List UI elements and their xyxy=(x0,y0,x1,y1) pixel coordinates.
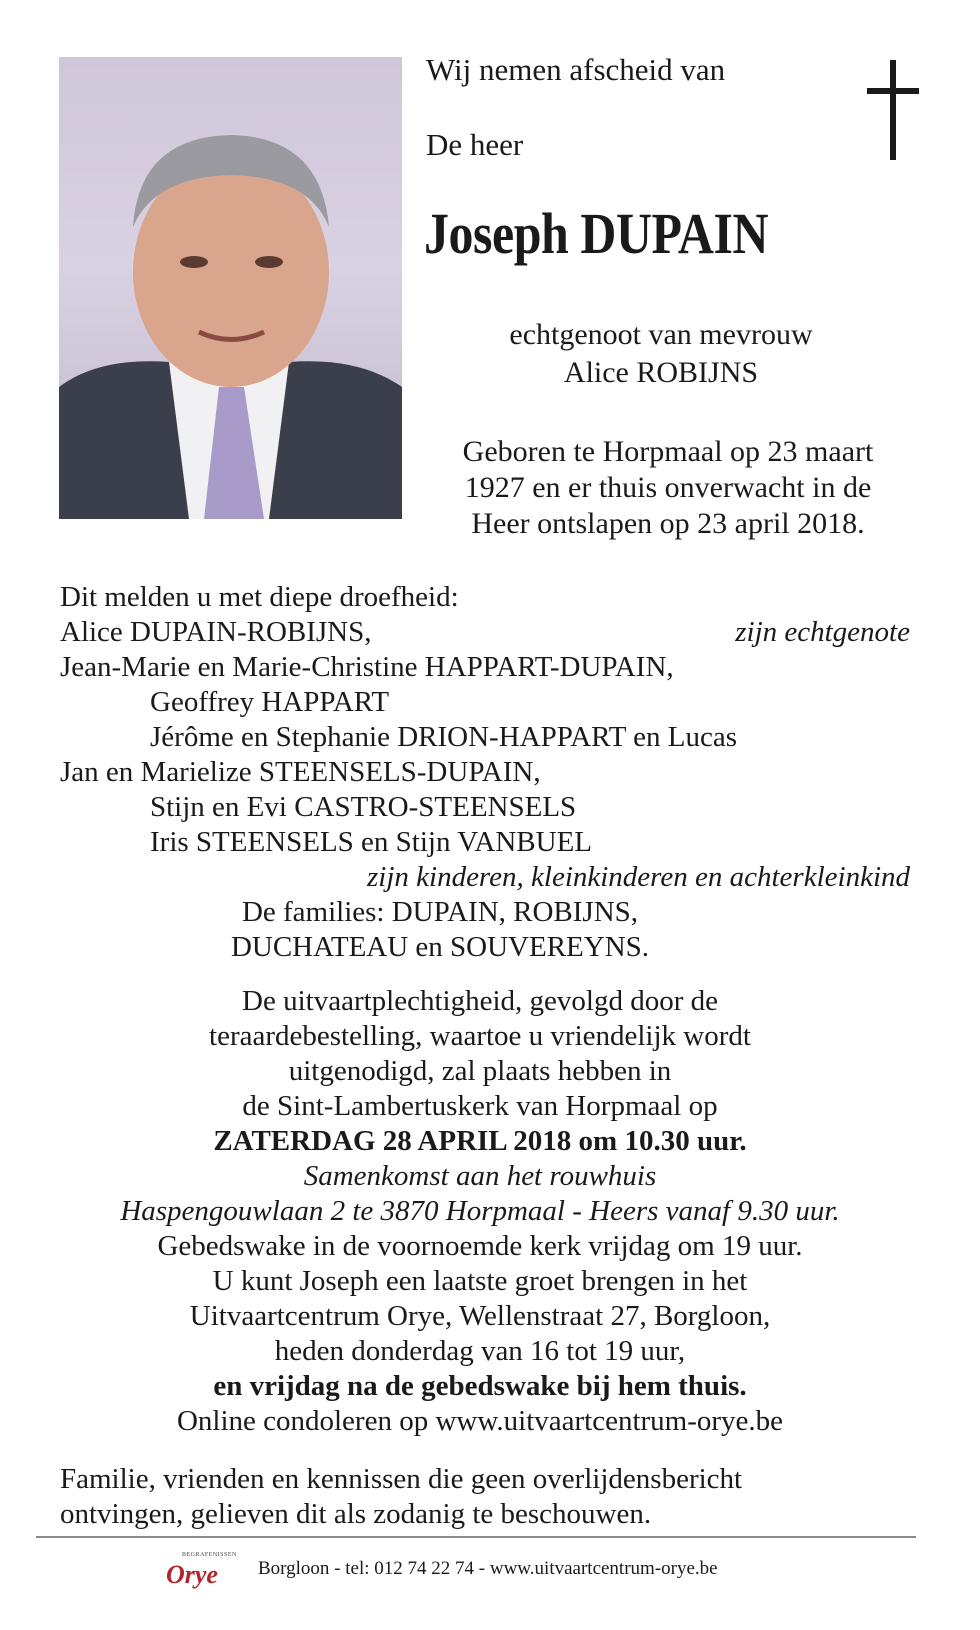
cross-icon xyxy=(863,60,923,160)
family-member: Iris STEENSELS en Stijn VANBUEL xyxy=(150,826,593,858)
funeral-details xyxy=(60,984,900,1439)
closing-line: Familie, vrienden en kennissen die geen overlijdensbericht xyxy=(60,1463,743,1495)
gathering-address: Haspengouwlaan 2 te 3870 Horpmaal - Heers vanaf 9.30 uur. xyxy=(120,1195,840,1227)
spouse-line: echtgenoot van mevrouw xyxy=(509,318,813,351)
salutation: De heer xyxy=(426,127,524,162)
family-announcement xyxy=(60,580,920,965)
family-spouse-role: zijn echtgenote xyxy=(735,616,910,648)
orye-logo xyxy=(160,1552,240,1592)
footer-divider xyxy=(36,1536,916,1538)
logo-tagline: BEGRAFENISSEN xyxy=(182,1552,237,1558)
portrait-photo xyxy=(59,57,402,519)
family-member: Jan en Marielize STEENSELS-DUPAIN, xyxy=(60,756,541,788)
visit-line: U kunt Joseph een laatste groet brengen in het xyxy=(212,1265,748,1297)
family-member: Jean-Marie en Marie-Christine HAPPART-DUPAIN, xyxy=(60,651,674,683)
birth-line: Heer ontslapen op 23 april 2018. xyxy=(471,507,865,540)
birth-line: Geboren te Horpmaal op 23 maart xyxy=(462,435,874,468)
spouse-block xyxy=(426,316,896,392)
footer-contact: Borgloon - tel: 012 74 22 74 - www.uitvaartcentrum-orye.be xyxy=(258,1558,718,1579)
funeral-line: teraardebestelling, waartoe u vriendelijk wordt xyxy=(209,1020,751,1052)
family-spouse-row xyxy=(60,615,920,650)
logo-wordmark: Orye xyxy=(166,1560,218,1589)
funeral-date: ZATERDAG 28 APRIL 2018 om 10.30 uur. xyxy=(213,1125,747,1157)
portrait-illustration xyxy=(59,57,402,519)
closing-line: ontvingen, gelieven dit als zodanig te beschouwen. xyxy=(60,1498,652,1530)
spouse-name: Alice ROBIJNS xyxy=(563,356,759,389)
family-member: Stijn en Evi CASTRO-STEENSELS xyxy=(150,791,577,823)
gathering-text: Samenkomst aan het rouwhuis xyxy=(303,1160,657,1192)
footer xyxy=(160,1548,860,1598)
visit-line: en vrijdag na de gebedswake bij hem thuis. xyxy=(213,1370,747,1402)
funeral-line: de Sint-Lambertuskerk van Horpmaal op xyxy=(242,1090,718,1122)
family-member: Jérôme en Stephanie DRION-HAPPART en Lucas xyxy=(150,721,738,753)
intro-text: Wij nemen afscheid van xyxy=(426,52,726,87)
children-role: zijn kinderen, kleinkinderen en achterkleinkind xyxy=(366,861,910,893)
closing-note xyxy=(60,1462,940,1532)
families-line: De families: DUPAIN, ROBIJNS, xyxy=(241,896,639,928)
deceased-name: Joseph DUPAIN xyxy=(424,201,769,266)
family-lead: Dit melden u met diepe droefheid: xyxy=(60,581,459,613)
funeral-line: uitgenodigd, zal plaats hebben in xyxy=(288,1055,672,1087)
family-spouse-name: Alice DUPAIN-ROBIJNS, xyxy=(60,616,372,648)
vigil-text: Gebedswake in de voornoemde kerk vrijdag om 19 uur. xyxy=(157,1230,803,1262)
birth-death-block xyxy=(418,434,918,542)
funeral-line: De uitvaartplechtigheid, gevolgd door de xyxy=(242,985,718,1017)
families-line: DUCHATEAU en SOUVEREYNS. xyxy=(230,931,650,963)
visit-line: heden donderdag van 16 tot 19 uur, xyxy=(274,1335,686,1367)
family-member: Geoffrey HAPPART xyxy=(150,686,390,718)
birth-line: 1927 en er thuis onverwacht in de xyxy=(464,471,872,504)
online-condolence: Online condoleren op www.uitvaartcentrum-orye.be xyxy=(176,1405,784,1437)
visit-line: Uitvaartcentrum Orye, Wellenstraat 27, Borgloon, xyxy=(189,1300,771,1332)
